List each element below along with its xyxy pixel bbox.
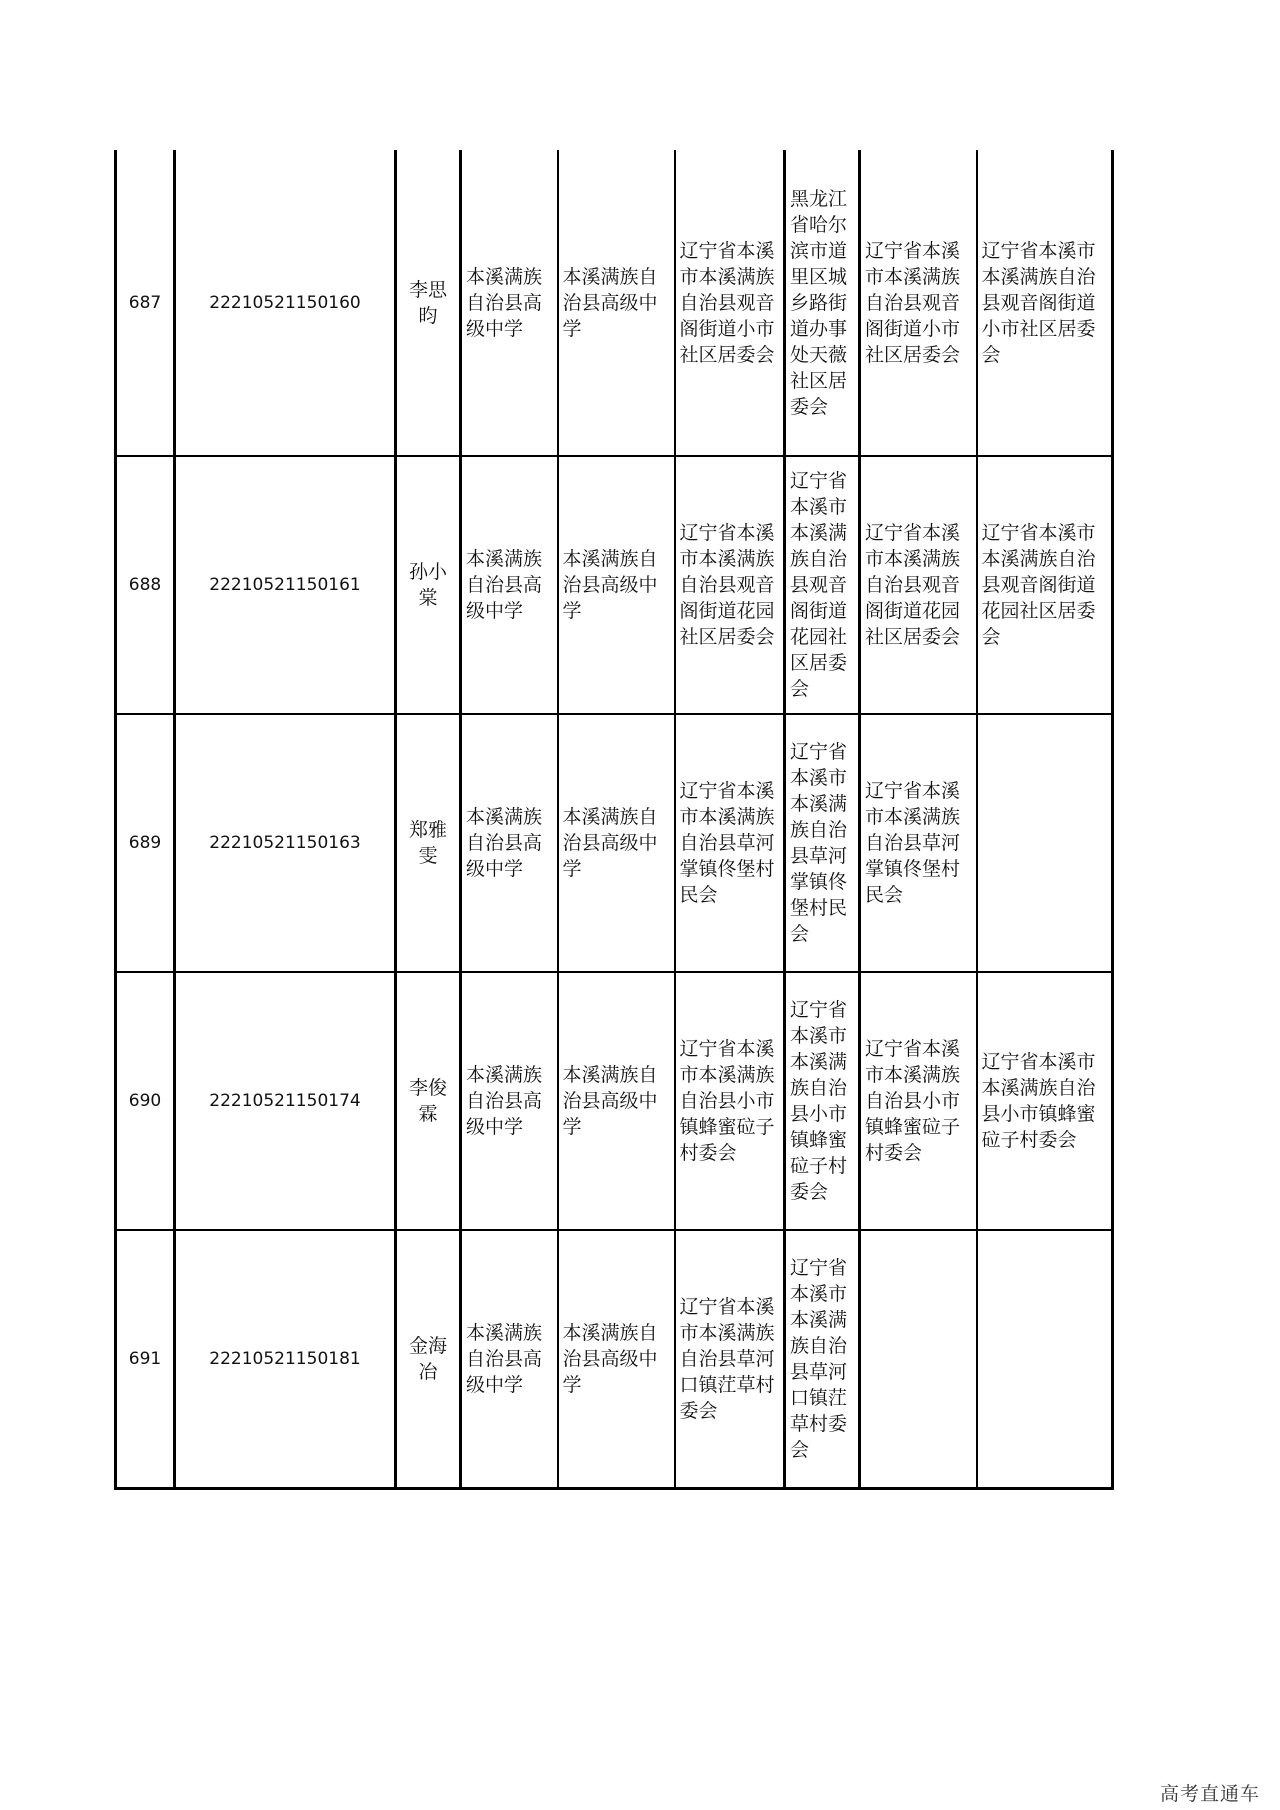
exam-id-cell: 22210521150160 <box>175 150 396 456</box>
table-row <box>116 972 1113 1230</box>
table-row <box>116 1230 1113 1488</box>
school-cell: 本溪满族自治县高级中学 <box>461 150 558 456</box>
address-cell-1: 辽宁省本溪市本溪满族自治县小市镇蜂蜜砬子村委会 <box>675 972 785 1230</box>
watermark-text: 高考直通车 <box>1159 1783 1260 1805</box>
name-cell: 郑雅雯 <box>396 714 461 972</box>
address-cell-4: 辽宁省本溪市本溪满族自治县观音阁街道小市社区居委会 <box>977 150 1113 456</box>
table-row <box>116 150 1113 456</box>
exam-id-cell: 22210521150174 <box>175 972 396 1230</box>
name-cell: 孙小棠 <box>396 456 461 714</box>
address-cell-2: 辽宁省本溪市本溪满族自治县小市镇蜂蜜砬子村委会 <box>785 972 860 1230</box>
roster-table <box>114 150 1114 1490</box>
school-cell-2: 本溪满族自治县高级中学 <box>558 456 675 714</box>
school-cell: 本溪满族自治县高级中学 <box>461 456 558 714</box>
address-cell-1: 辽宁省本溪市本溪满族自治县观音阁街道花园社区居委会 <box>675 456 785 714</box>
address-cell-3: 辽宁省本溪市本溪满族自治县草河掌镇佟堡村民会 <box>860 714 977 972</box>
seq-cell: 689 <box>116 714 175 972</box>
seq-cell: 687 <box>116 150 175 456</box>
school-cell: 本溪满族自治县高级中学 <box>461 714 558 972</box>
seq-cell: 691 <box>116 1230 175 1488</box>
name-cell: 李俊霖 <box>396 972 461 1230</box>
exam-id-cell: 22210521150161 <box>175 456 396 714</box>
seq-cell: 690 <box>116 972 175 1230</box>
school-cell: 本溪满族自治县高级中学 <box>461 1230 558 1488</box>
address-cell-3: 辽宁省本溪市本溪满族自治县观音阁街道花园社区居委会 <box>860 456 977 714</box>
name-cell: 李思昀 <box>396 150 461 456</box>
address-cell-3 <box>860 1230 977 1488</box>
table-row <box>116 456 1113 714</box>
address-cell-2: 辽宁省本溪市本溪满族自治县草河口镇茳草村委会 <box>785 1230 860 1488</box>
school-cell: 本溪满族自治县高级中学 <box>461 972 558 1230</box>
address-cell-2: 黑龙江省哈尔滨市道里区城乡路街道办事处天薇社区居委会 <box>785 150 860 456</box>
exam-id-cell: 22210521150181 <box>175 1230 396 1488</box>
address-cell-3: 辽宁省本溪市本溪满族自治县小市镇蜂蜜砬子村委会 <box>860 972 977 1230</box>
table-row <box>116 714 1113 972</box>
school-cell-2: 本溪满族自治县高级中学 <box>558 150 675 456</box>
address-cell-4 <box>977 714 1113 972</box>
school-cell-2: 本溪满族自治县高级中学 <box>558 972 675 1230</box>
address-cell-1: 辽宁省本溪市本溪满族自治县草河口镇茳草村委会 <box>675 1230 785 1488</box>
seq-cell: 688 <box>116 456 175 714</box>
address-cell-4: 辽宁省本溪市本溪满族自治县观音阁街道花园社区居委会 <box>977 456 1113 714</box>
school-cell-2: 本溪满族自治县高级中学 <box>558 714 675 972</box>
address-cell-1: 辽宁省本溪市本溪满族自治县观音阁街道小市社区居委会 <box>675 150 785 456</box>
name-cell: 金海冶 <box>396 1230 461 1488</box>
address-cell-2: 辽宁省本溪市本溪满族自治县草河掌镇佟堡村民会 <box>785 714 860 972</box>
school-cell-2: 本溪满族自治县高级中学 <box>558 1230 675 1488</box>
address-cell-3: 辽宁省本溪市本溪满族自治县观音阁街道小市社区居委会 <box>860 150 977 456</box>
address-cell-2: 辽宁省本溪市本溪满族自治县观音阁街道花园社区居委会 <box>785 456 860 714</box>
exam-id-cell: 22210521150163 <box>175 714 396 972</box>
address-cell-4 <box>977 1230 1113 1488</box>
address-cell-1: 辽宁省本溪市本溪满族自治县草河掌镇佟堡村民会 <box>675 714 785 972</box>
address-cell-4: 辽宁省本溪市本溪满族自治县小市镇蜂蜜砬子村委会 <box>977 972 1113 1230</box>
